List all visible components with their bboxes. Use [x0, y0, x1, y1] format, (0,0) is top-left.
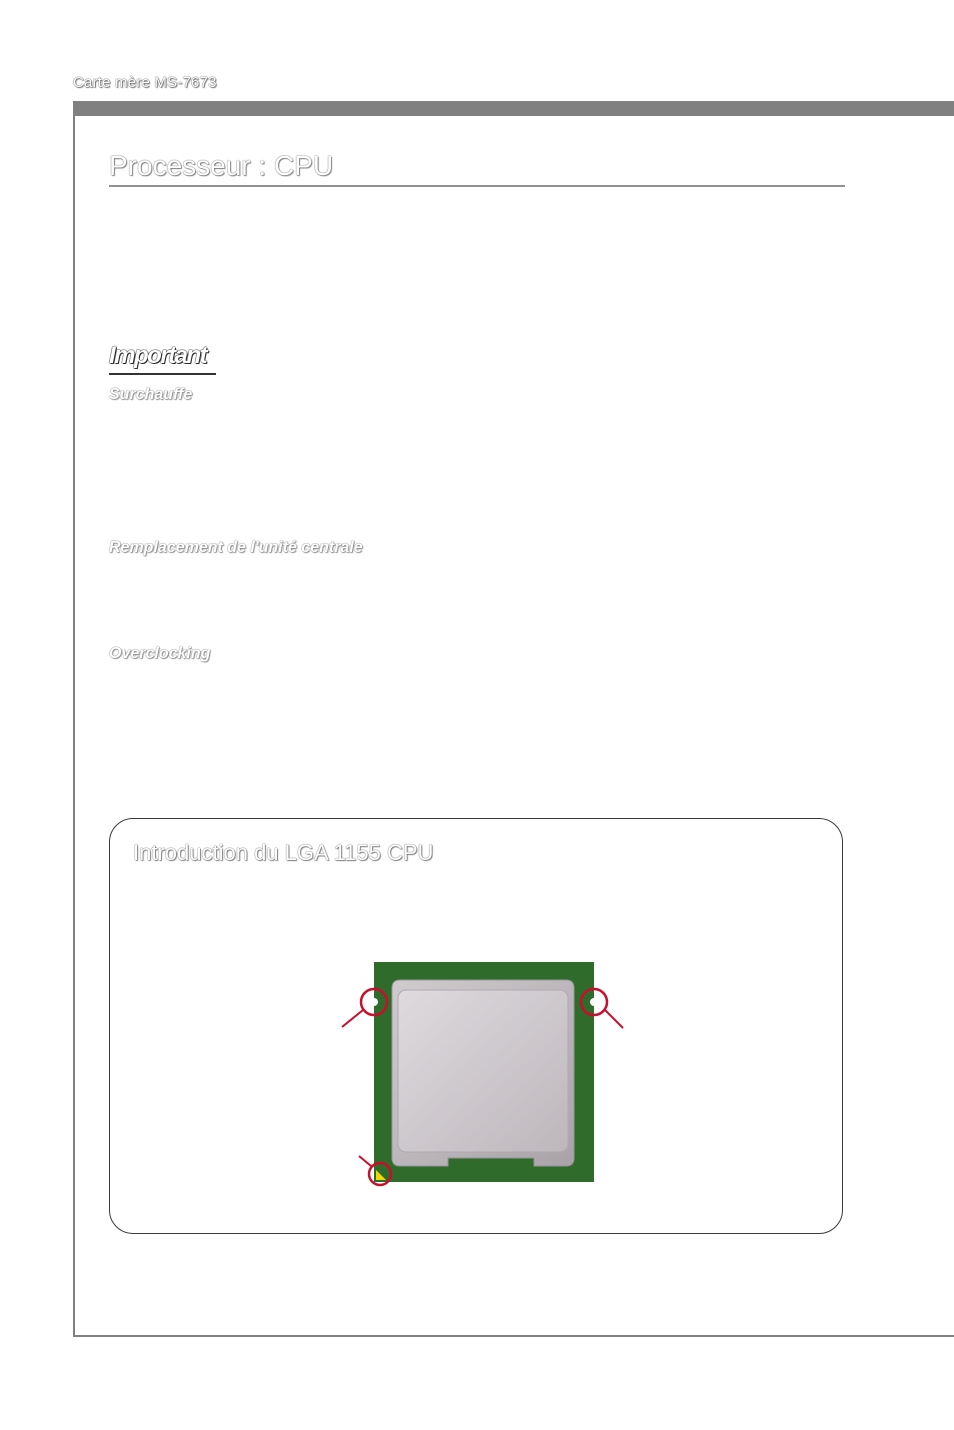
subhead-surchauffe: Surchauffe [109, 386, 193, 403]
important-heading: Important [109, 342, 207, 369]
header-bar [73, 101, 954, 116]
ihs-top [398, 990, 568, 1152]
footer-rule [73, 1335, 954, 1337]
left-margin-rule [73, 101, 75, 1337]
intro-box-title: Introduction du LGA 1155 CPU [133, 840, 434, 865]
alignment-notch-left [370, 998, 378, 1006]
pointer-left [342, 1010, 363, 1027]
title-underline [109, 185, 845, 187]
important-underline [109, 373, 216, 375]
page-title: Processeur : CPU [109, 150, 334, 181]
alignment-notch-right [590, 998, 598, 1006]
pointer-pin1 [359, 1156, 371, 1166]
cpu-illustration [330, 950, 630, 1195]
subhead-overclocking: Overclocking [109, 645, 211, 662]
pointer-right [605, 1010, 623, 1028]
manual-header-label: Carte mère MS-7673 [73, 74, 217, 91]
subhead-remplacement: Remplacement de l'unité centrale [109, 539, 363, 556]
